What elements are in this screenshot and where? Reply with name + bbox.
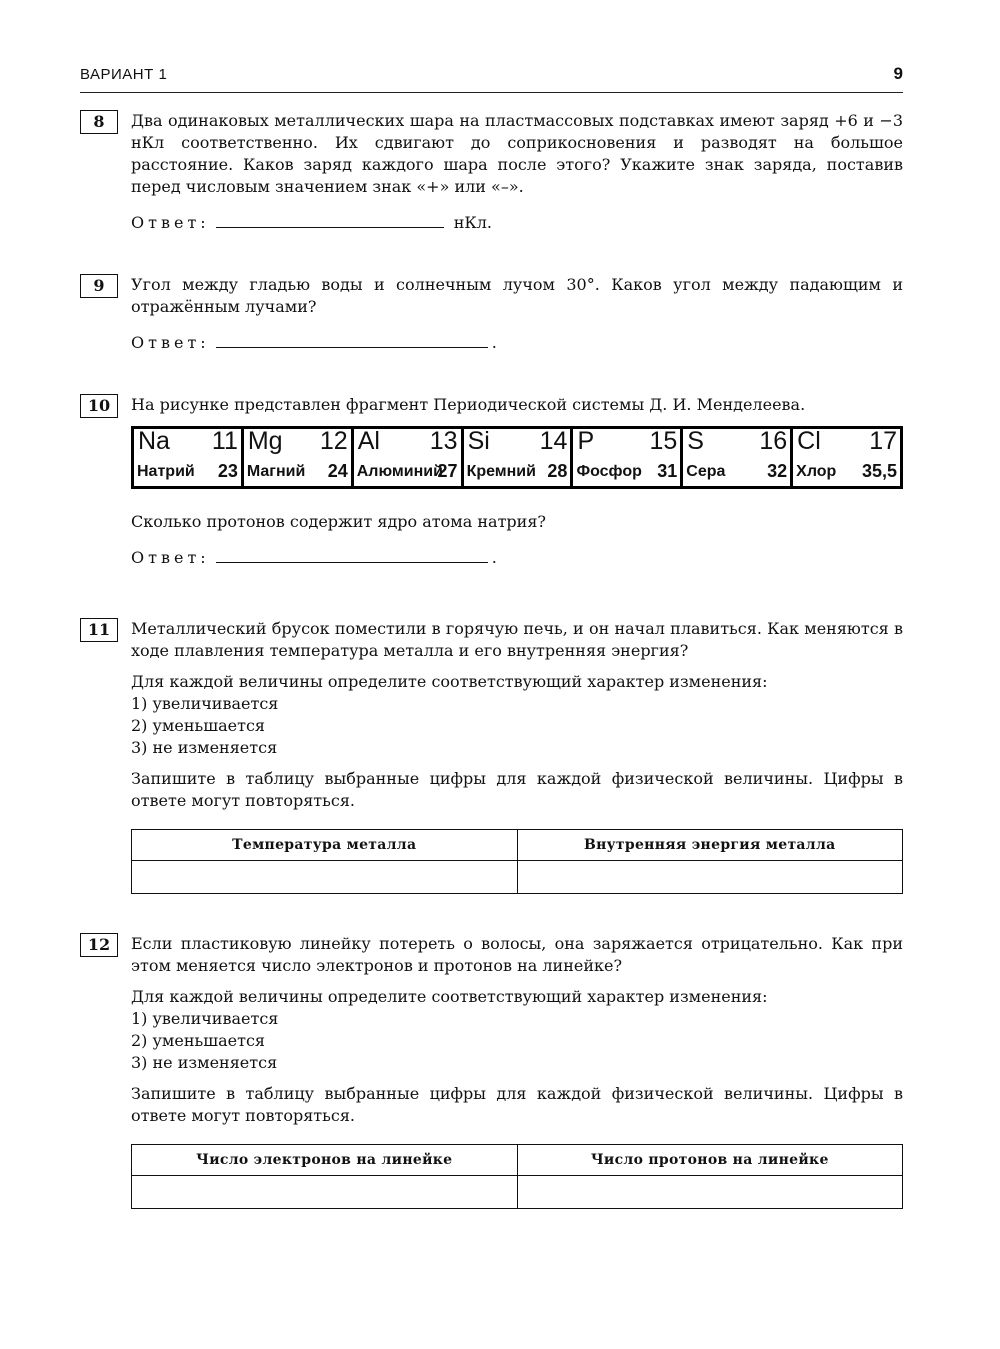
element-name: Кремний: [466, 463, 536, 480]
element-cell: [354, 429, 464, 486]
task-text: Угол между гладью воды и солнечным лучом 30°. Каков угол между падающим и отражённым лучами?: [131, 275, 903, 316]
atomic-number: 11: [211, 427, 238, 455]
task-text: На рисунке представлен фрагмент Периодической системы Д. И. Менделеева.: [131, 395, 806, 414]
answer-end: .: [491, 333, 497, 352]
answer-row: [131, 546, 903, 569]
task-text: Металлический брусок поместили в горячую печь, и он начал плавиться. Как меняются в ходе плавления температура металла и его внутренняя энергия?: [131, 619, 903, 660]
task-instruction: Для каждой величины определите соответствующий характер изменения:: [131, 987, 768, 1006]
atomic-number: 16: [759, 427, 788, 455]
atomic-mass: 28: [547, 461, 568, 481]
element-name: Магний: [246, 463, 306, 480]
task-number: 11: [80, 618, 118, 642]
element-symbol: Cl: [797, 427, 821, 455]
task-instruction: Для каждой величины определите соответствующий характер изменения:: [131, 672, 768, 691]
variant-label: ВАРИАНТ 1: [80, 66, 168, 83]
answer-cell[interactable]: [517, 1176, 903, 1209]
atomic-number: 12: [319, 427, 348, 455]
answer-label: Ответ:: [131, 333, 210, 352]
option-3: 3) не изменяется: [131, 1053, 278, 1072]
option-2: 2) уменьшается: [131, 716, 265, 735]
atomic-mass: 23: [217, 461, 238, 481]
task-number: 12: [80, 933, 118, 957]
element-name: Алюминий: [356, 463, 443, 480]
column-header: Число протонов на линейке: [517, 1145, 903, 1176]
answer-table: [131, 829, 903, 894]
element-symbol: Si: [467, 427, 490, 455]
table-instruction: Запишите в таблицу выбранные цифры для каждой физической величины. Цифры в ответе могут повторяться.: [131, 1084, 903, 1125]
task-text: Если пластиковую линейку потереть о волосы, она заряжается отрицательно. Как при этом меняется число электронов и протонов на линейке?: [131, 934, 903, 975]
answer-cell[interactable]: [517, 861, 903, 894]
atomic-mass: 27: [437, 461, 458, 481]
column-header: Температура металла: [132, 830, 518, 861]
atomic-number: 17: [869, 427, 898, 455]
option-3: 3) не изменяется: [131, 738, 278, 757]
element-symbol: P: [577, 427, 595, 455]
atomic-mass: 32: [767, 461, 788, 481]
answer-cell[interactable]: [132, 1176, 518, 1209]
answer-line[interactable]: [216, 546, 488, 563]
element-name: Натрий: [137, 463, 195, 480]
task-number: 10: [80, 394, 118, 418]
atomic-mass: 31: [657, 461, 678, 481]
answer-table: [131, 1144, 903, 1209]
atomic-number: 15: [649, 427, 678, 455]
task-question: Сколько протонов содержит ядро атома натрия?: [131, 512, 546, 531]
element-cell: [683, 429, 793, 486]
option-1: 1) увеличивается: [131, 1009, 279, 1028]
answer-line[interactable]: [216, 331, 488, 348]
element-symbol: Al: [357, 427, 380, 455]
answer-end: .: [491, 548, 497, 567]
element-cell: [244, 429, 354, 486]
answer-line[interactable]: [216, 211, 444, 228]
element-name: Хлор: [796, 463, 837, 480]
element-symbol: S: [687, 427, 704, 455]
element-name: Сера: [686, 463, 726, 480]
column-header: Число электронов на линейке: [132, 1145, 518, 1176]
page-number: 9: [893, 64, 903, 83]
element-cell: [573, 429, 683, 486]
page-header: [80, 66, 903, 93]
answer-row: [131, 331, 903, 354]
answer-label: Ответ:: [131, 548, 210, 567]
option-1: 1) увеличивается: [131, 694, 279, 713]
atomic-mass: 24: [327, 461, 348, 481]
task-text: Два одинаковых металлических шара на пластмассовых подставках имеют заряд +6 и −3 нКл соответственно. Их сдвигают до соприкосновения и разводят на большое расстояние. Каков заряд каждого шара после этого? Укажите знак заряда, поставив перед числовым значением знак «+» или «–».: [131, 111, 903, 196]
element-name: Фосфор: [576, 463, 642, 480]
atomic-mass: 35,5: [861, 461, 898, 481]
answer-label: Ответ:: [131, 213, 210, 232]
table-instruction: Запишите в таблицу выбранные цифры для каждой физической величины. Цифры в ответе могут повторяться.: [131, 769, 903, 810]
atomic-number: 13: [429, 427, 458, 455]
atomic-number: 14: [539, 427, 568, 455]
periodic-table-fragment: [131, 426, 903, 489]
answer-row: [131, 211, 903, 234]
element-symbol: Mg: [247, 427, 283, 455]
element-cell: [793, 429, 900, 486]
task-number: 8: [80, 110, 118, 134]
answer-unit: нКл.: [453, 213, 492, 232]
answer-cell[interactable]: [132, 861, 518, 894]
element-cell: [134, 429, 244, 486]
task-number: 9: [80, 274, 118, 298]
column-header: Внутренняя энергия металла: [517, 830, 903, 861]
element-cell: [464, 429, 574, 486]
element-symbol: Na: [138, 427, 170, 455]
option-2: 2) уменьшается: [131, 1031, 265, 1050]
